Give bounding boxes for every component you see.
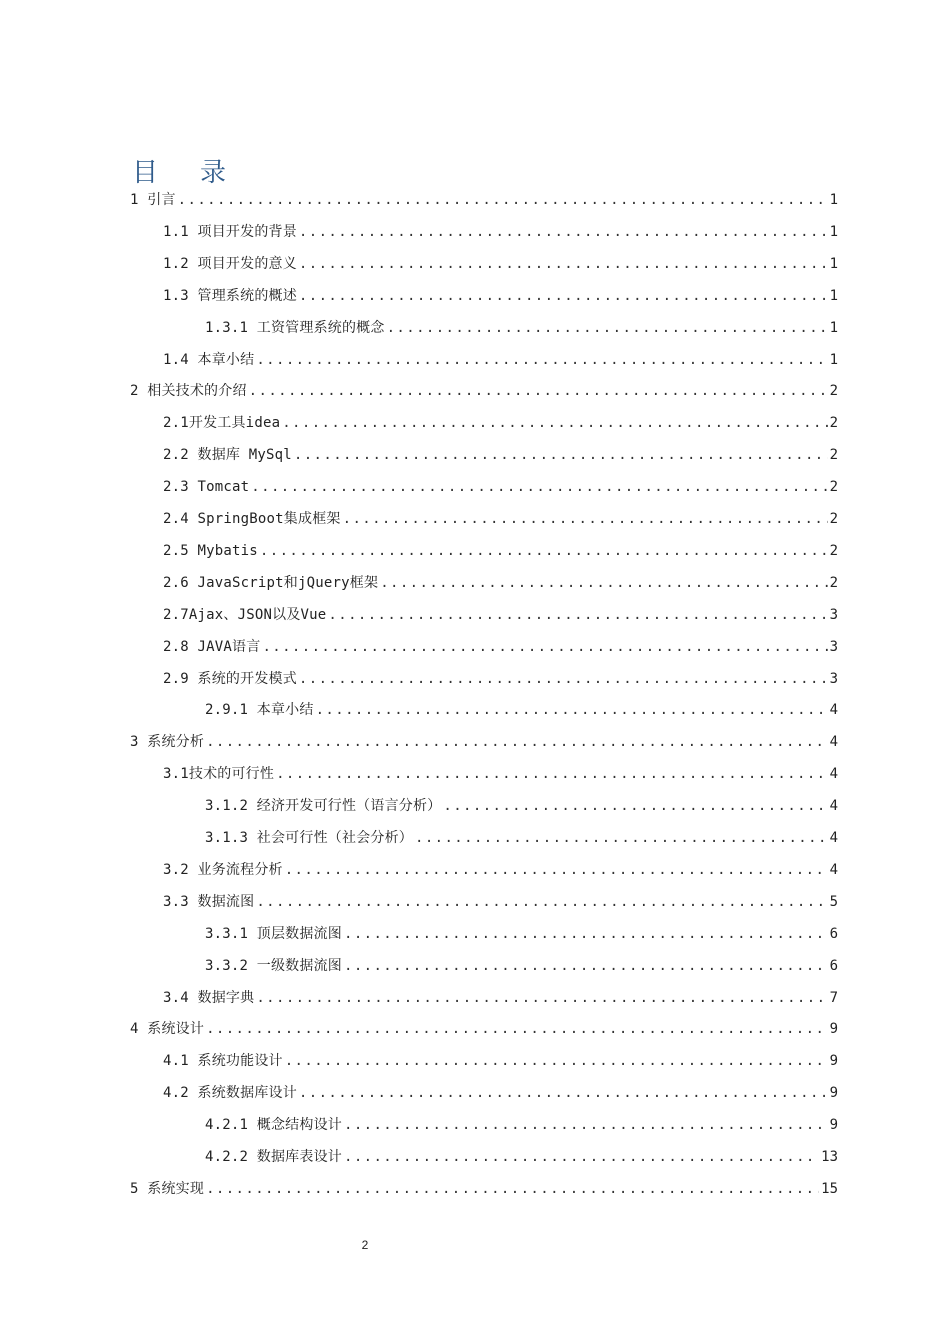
toc-entry-page: 4 xyxy=(829,830,838,846)
toc-entry-title: 3.3 数据流图 xyxy=(163,893,255,910)
toc-entry[interactable] xyxy=(163,604,838,626)
toc-entry-page: 9 xyxy=(829,1053,838,1070)
toc-entry[interactable] xyxy=(163,508,838,530)
toc-entry-page: 4 xyxy=(829,861,838,878)
toc-entry-page: 5 xyxy=(829,893,838,910)
toc-entry[interactable] xyxy=(205,923,838,945)
toc-entry-title: 2.2 数据库 MySql xyxy=(163,447,292,464)
toc-entry[interactable] xyxy=(163,891,838,913)
toc-entry-page: 1 xyxy=(829,287,838,304)
toc-entry[interactable] xyxy=(130,189,838,211)
toc-entry-title: 2.9 系统的开发模式 xyxy=(163,670,297,687)
toc-entry-title: 2.4 SpringBoot集成框架 xyxy=(163,511,341,527)
toc-entry[interactable] xyxy=(205,317,838,339)
toc-dot-leader xyxy=(249,380,828,402)
toc-dot-leader xyxy=(380,572,827,594)
toc-dot-leader xyxy=(251,476,827,498)
toc-entry-page: 3 xyxy=(829,606,838,623)
toc-entry[interactable] xyxy=(163,668,838,690)
toc-entry-page: 4 xyxy=(829,734,838,751)
toc-entry[interactable] xyxy=(130,1178,838,1200)
toc-entry[interactable] xyxy=(163,636,838,658)
toc-dot-leader xyxy=(344,1114,828,1136)
toc-dot-leader xyxy=(299,221,828,243)
toc-entry-page: 2 xyxy=(829,511,838,527)
toc-entry[interactable] xyxy=(205,795,838,817)
toc-entry[interactable] xyxy=(163,540,838,562)
toc-dot-leader xyxy=(299,668,828,690)
toc-entry-page: 2 xyxy=(829,383,838,400)
toc-entry-title: 2.3 Tomcat xyxy=(163,479,250,496)
toc-entry[interactable] xyxy=(163,1082,838,1104)
toc-dot-leader xyxy=(343,508,828,530)
toc-entry[interactable] xyxy=(163,572,838,594)
toc-entry-page: 13 xyxy=(821,1149,838,1165)
toc-entry-page: 1 xyxy=(829,319,838,336)
toc-dot-leader xyxy=(285,1050,828,1072)
toc-entry-title: 3.1技术的可行性 xyxy=(163,766,275,783)
toc-entry-page: 15 xyxy=(821,1180,838,1197)
toc-dot-leader xyxy=(256,891,827,913)
toc-entry-title: 3.3.2 一级数据流图 xyxy=(205,957,342,974)
toc-entry-title: 4.1 系统功能设计 xyxy=(163,1053,283,1070)
toc-entry-title: 4.2.1 概念结构设计 xyxy=(205,1117,342,1134)
toc-entry-page: 9 xyxy=(829,1085,838,1102)
toc-dot-leader xyxy=(316,699,828,721)
toc-entry-page: 2 xyxy=(829,542,838,559)
toc-entry-page: 1 xyxy=(829,192,838,208)
toc-entry[interactable] xyxy=(163,221,838,243)
toc-entry[interactable] xyxy=(163,349,838,371)
toc-dot-leader xyxy=(206,1018,828,1040)
toc-dot-leader xyxy=(299,285,828,307)
toc-dot-leader xyxy=(344,923,828,945)
toc-entry[interactable] xyxy=(205,827,838,849)
toc-entry[interactable] xyxy=(163,859,838,881)
toc-dot-leader xyxy=(178,189,828,211)
toc-entry-title: 1.2 项目开发的意义 xyxy=(163,255,297,272)
toc-entry-title: 4 系统设计 xyxy=(130,1021,205,1038)
toc-entry-page: 1 xyxy=(829,223,838,240)
toc-entry-title: 3.1.2 经济开发可行性（语言分析） xyxy=(205,798,442,815)
toc-entry[interactable] xyxy=(205,1146,838,1168)
toc-dot-leader xyxy=(344,955,828,977)
toc-entry-title: 2.7Ajax、JSON以及Vue xyxy=(163,606,327,623)
toc-entry-title: 3.1.3 社会可行性（社会分析） xyxy=(205,830,413,846)
toc-entry[interactable] xyxy=(130,1018,838,1040)
toc-entry[interactable] xyxy=(163,412,838,434)
toc-dot-leader xyxy=(285,859,828,881)
toc-entry-title: 1.3 管理系统的概述 xyxy=(163,287,297,304)
toc-entry-title: 1.3.1 工资管理系统的概念 xyxy=(205,319,385,336)
toc-entry[interactable] xyxy=(163,1050,838,1072)
page-number: 2 xyxy=(361,1238,369,1252)
toc-entry-page: 3 xyxy=(829,638,838,655)
toc-entry-page: 2 xyxy=(829,479,838,496)
toc-heading-char-1: 目 xyxy=(132,158,159,188)
toc-entry-title: 4.2.2 数据库表设计 xyxy=(205,1149,342,1165)
toc-entry-page: 1 xyxy=(829,255,838,272)
toc-entry-page: 4 xyxy=(829,702,838,719)
toc-entry-page: 6 xyxy=(829,925,838,942)
toc-entry-title: 2.1开发工具idea xyxy=(163,415,281,432)
toc-dot-leader xyxy=(206,731,828,753)
toc-entry-title: 1 引言 xyxy=(130,192,176,208)
toc-entry[interactable] xyxy=(205,1114,838,1136)
toc-entry-title: 2.9.1 本章小结 xyxy=(205,702,314,719)
toc-entry-title: 3.3.1 顶层数据流图 xyxy=(205,925,342,942)
toc-entry[interactable] xyxy=(205,699,838,721)
toc-entry-page: 9 xyxy=(829,1117,838,1134)
toc-dot-leader xyxy=(387,317,828,339)
toc-entry-title: 1.1 项目开发的背景 xyxy=(163,223,297,240)
toc-dot-leader xyxy=(299,1082,828,1104)
toc-entry-title: 3.2 业务流程分析 xyxy=(163,861,283,878)
toc-entry[interactable] xyxy=(130,380,838,402)
toc-entry-page: 2 xyxy=(829,447,838,464)
toc-entry-title: 2.5 Mybatis xyxy=(163,542,258,559)
toc-entry[interactable] xyxy=(205,955,838,977)
toc-entry[interactable] xyxy=(163,763,838,785)
toc-entry[interactable] xyxy=(163,476,838,498)
toc-entry-title: 3.4 数据字典 xyxy=(163,989,255,1006)
toc-dot-leader xyxy=(256,987,827,1009)
toc-dot-leader xyxy=(299,253,828,275)
toc-entry[interactable] xyxy=(130,731,838,753)
toc-entry-title: 4.2 系统数据库设计 xyxy=(163,1085,297,1102)
toc-entry-page: 1 xyxy=(829,351,838,368)
toc-entry-title: 2.6 JavaScript和jQuery框架 xyxy=(163,574,379,591)
toc-dot-leader xyxy=(282,412,827,434)
toc-entry[interactable] xyxy=(163,444,838,466)
toc-heading-char-2: 录 xyxy=(200,158,227,188)
toc-entry-page: 4 xyxy=(829,766,838,783)
toc-dot-leader xyxy=(415,827,828,849)
toc-entry-page: 3 xyxy=(829,670,838,687)
toc-entry-page: 2 xyxy=(829,415,838,432)
toc-entry[interactable] xyxy=(163,987,838,1009)
toc-entry-page: 4 xyxy=(829,798,838,815)
toc-entry-title: 2.8 JAVA语言 xyxy=(163,638,261,655)
toc-entry-page: 9 xyxy=(829,1021,838,1038)
toc-entry-title: 1.4 本章小结 xyxy=(163,351,255,368)
toc-dot-leader xyxy=(256,349,827,371)
toc-dot-leader xyxy=(262,636,827,658)
toc-entry-title: 3 系统分析 xyxy=(130,734,205,751)
toc-entry[interactable] xyxy=(163,285,838,307)
toc-entry-page: 7 xyxy=(829,989,838,1006)
toc-heading xyxy=(132,152,226,189)
toc-dot-leader xyxy=(294,444,828,466)
toc-dot-leader xyxy=(344,1146,819,1168)
toc-entry-title: 5 系统实现 xyxy=(130,1180,205,1197)
toc-dot-leader xyxy=(276,763,827,785)
toc-entry[interactable] xyxy=(163,253,838,275)
toc-entry-title: 2 相关技术的介绍 xyxy=(130,383,247,400)
toc-dot-leader xyxy=(443,795,827,817)
toc-dot-leader xyxy=(328,604,827,626)
toc-entry-page: 2 xyxy=(829,574,838,591)
toc-entry-page: 6 xyxy=(829,957,838,974)
toc-dot-leader xyxy=(260,540,828,562)
toc-dot-leader xyxy=(206,1178,819,1200)
